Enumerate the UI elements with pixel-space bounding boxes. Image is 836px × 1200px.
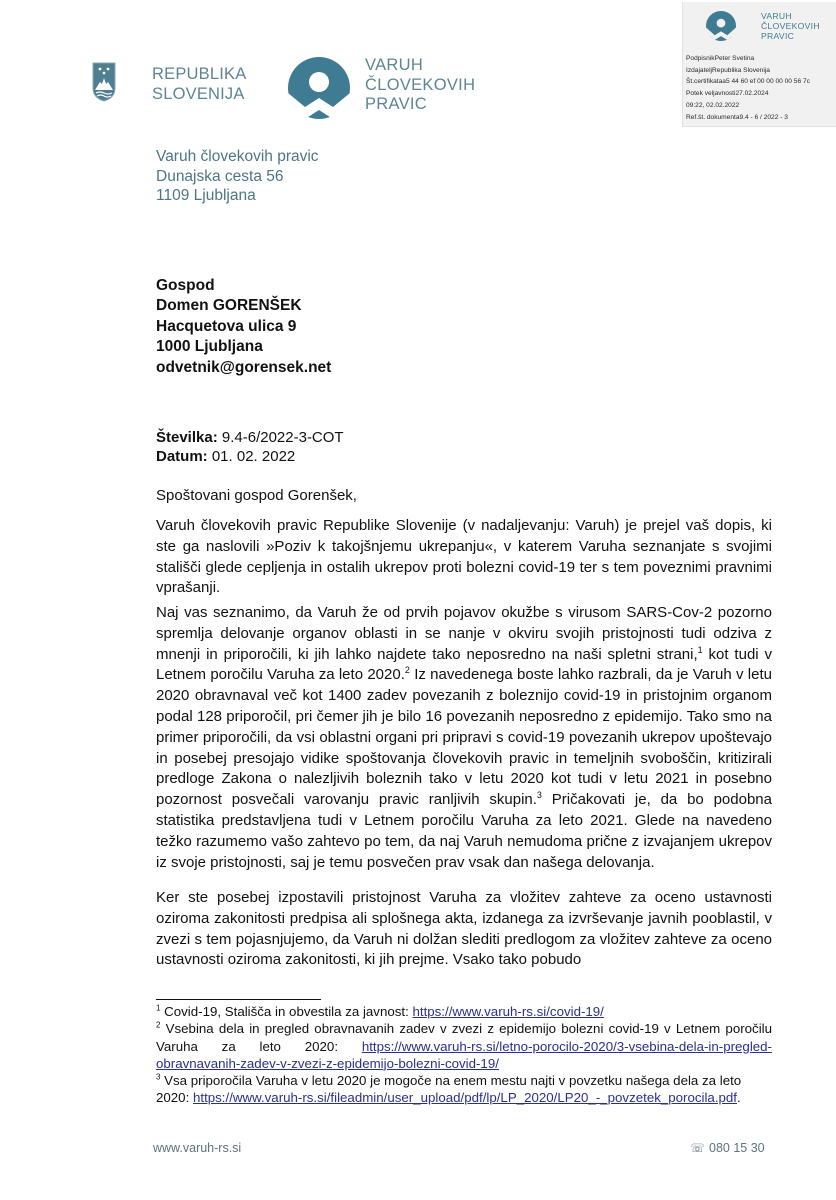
footnote-link[interactable]: https://www.varuh-rs.si/fileadmin/user_upload/pdf/lp/LP_2020/LP20_-_povzetek_porocila.pdf xyxy=(192,1090,738,1106)
stamp-certificate: Št.certifikataa5 44 60 ef 00 00 00 00 56 7c xyxy=(686,78,810,86)
reference-value: 9.4-6/2022-3-COT xyxy=(221,429,344,446)
footnote-ref-3[interactable]: 3 xyxy=(536,790,542,801)
recipient-title: Gospod xyxy=(156,277,215,294)
sender-street: Dunajska cesta 56 xyxy=(156,167,284,185)
stamp-brand-line: ČLOVEKOVIH xyxy=(761,21,820,31)
footer-phone xyxy=(690,1141,765,1155)
recipient-email: odvetnik@gorensek.net xyxy=(156,358,332,376)
recipient-city: 1000 Ljubljana xyxy=(156,338,263,356)
republika-slovenija-wordmark xyxy=(152,64,246,104)
text-segment: kot tudi v Letnem poročilu Varuha za leto 2020. xyxy=(156,645,772,684)
footnote-text: Vsebina dela in pregled obravnavanih zadev v zvezi z epidemijo bolezni covid-19 v Letnem poročilu Varuha za leto 2020: xyxy=(156,1021,772,1054)
sender-name: Varuh človekovih pravic xyxy=(156,148,319,165)
footnote-link[interactable]: https://www.varuh-rs.si/covid-19/ xyxy=(412,1004,604,1019)
date-value: 01. 02. 2022 xyxy=(211,448,296,465)
footer-website[interactable]: www.varuh-rs.si xyxy=(153,1141,242,1155)
paragraph-text xyxy=(156,603,772,873)
paragraph-3 xyxy=(156,888,772,971)
phone-icon: ☏ xyxy=(690,1141,706,1155)
varuh-logo-icon xyxy=(286,55,352,121)
republic-line: SLOVENIJA xyxy=(152,85,245,103)
footnote-link[interactable]: https://www.varuh-rs.si/letno-porocilo-2020/3-vsebina-dela-in-pregled-obravnavanih-zadev-v-zvezi-z-epidemijo-bolezni-covid-19/ xyxy=(156,1038,772,1071)
footnote-ref-1[interactable]: 1 xyxy=(697,644,703,655)
footnote-text: Covid-19, Stališča in obvestila za javnost: xyxy=(160,1004,413,1019)
ombudsman-line: ČLOVEKOVIH xyxy=(365,75,476,94)
text-segment: Pričakovati je, da bo podobna statistika predstavljena tudi v Letnem poročilu Varuha za leto 2021. Glede na navedeno težko razumemo vašo zahtevo po tem, da naj Varuh nemudoma prične z izvajanjem ukrepov iz svoje pristojnosti, saj je temu posvečen prav vsak dan našega delovanja. xyxy=(156,791,772,871)
stamp-brand-line: PRAVIC xyxy=(761,31,795,41)
recipient-street: Hacquetova ulica 9 xyxy=(156,317,297,335)
footnote-text: Vsa priporočila Varuha v letu 2020 je mogoče na enem mestu najti v povzetku našega dela za leto 2020: xyxy=(156,1073,742,1106)
paragraph-1 xyxy=(156,516,772,599)
text-segment: Naj vas seznanimo, da Varuh že od prvih pojavov okužbe s virusom SARS-Cov-2 pozorno spremlja delovanje organov oblasti in se nanje v okviru svojih pristojnosti tudi odziva z mnenji in priporočili, ki jih lahko najdete tako neposredno na naši spletni strani, xyxy=(156,604,772,663)
paragraph-text: Ker ste posebej izpostavili pristojnost Varuha za vložitev zahteve za oceno ustavnosti oziroma zakonitosti predpisa ali splošnega akta, izdanega za izvrševanje javnih pooblastil, v zvezi s tem pojasnjujemo, da Varuh ni dolžan slediti predlogom za vložitev zahteve za oceno ustavnosti oziroma zakonitosti, ki jih prejme. Vsako tako pobudo xyxy=(156,889,772,969)
letter-metadata xyxy=(156,428,344,466)
footnote-ref-2[interactable]: 2 xyxy=(404,665,410,676)
slovenia-coat-of-arms-icon xyxy=(92,62,116,102)
republic-line: REPUBLIKA xyxy=(152,65,247,83)
digital-signature-stamp xyxy=(682,2,836,127)
stamp-issuer: IzdajateljRepublika Slovenija xyxy=(686,66,770,74)
footnote-number: 3 xyxy=(156,1072,161,1082)
stamp-timestamp: 09:22, 02.02.2022 xyxy=(686,101,740,109)
footnote-3 xyxy=(156,1072,772,1107)
recipient-address xyxy=(156,276,331,378)
stamp-reference: Ref.št. dokumenta9.4 - 6 / 2022 - 3 xyxy=(686,113,788,121)
footnote-number: 2 xyxy=(156,1020,161,1030)
sender-address xyxy=(156,147,319,206)
text-segment: Iz navedenega boste lahko razbrali, da je Varuh v letu 2020 obravnaval več kot 1400 zadev povezanih z boleznijo covid-19 in pristojnim organom podal 128 priporočil, pri čemer jih je bilo 16 povezanih neposredno z epidemijo. Tako smo na primer priporočili, da vsi oblastni organi pri pripravi s covid-19 povezanih ukrepov upoštevajo in posebej presojajo vidike spoštovanja človekovih pravic in temeljnih svoboščin, kritizirali predloge Zakona o nalezljivih boleznih tako v letu 2020 kot tudi v letu 2021 in posebno pozornost posvečali varovanju pravic ranljivih skupin. xyxy=(156,666,772,809)
footnotes xyxy=(156,1003,772,1107)
stamp-validity: Potek veljavnosti27.02.2024 xyxy=(686,90,769,98)
reference-label: Številka: xyxy=(156,429,218,446)
stamp-brand-text xyxy=(761,11,820,41)
footnote-number: 1 xyxy=(156,1003,161,1013)
reference-number xyxy=(156,428,344,447)
footnote-suffix: . xyxy=(737,1090,741,1106)
salutation: Spoštovani gospod Gorenšek, xyxy=(156,487,357,504)
stamp-brand-line: VARUH xyxy=(761,11,792,21)
sender-city: 1109 Ljubljana xyxy=(156,187,256,204)
stamp-details xyxy=(686,53,810,123)
recipient-name: Domen GORENŠEK xyxy=(156,297,302,315)
footnote-separator xyxy=(156,999,321,1000)
ombudsman-line: PRAVIC xyxy=(365,95,428,113)
varuh-logo-icon xyxy=(701,10,741,42)
ombudsman-line: VARUH xyxy=(365,56,424,74)
footnote-2 xyxy=(156,1020,772,1072)
phone-number: 080 15 30 xyxy=(709,1141,765,1155)
paragraph-text: Varuh človekovih pravic Republike Slovenije (v nadaljevanju: Varuh) je prejel vaš dopis, ki ste ga naslovili »Poziv k takojšnjemu ukrepanju«, v katerem Varuha seznanjate s svojimi stališči glede cepljenja in ostalih ukrepov proti bolezni covid-19 ter s tem poveznimi pravnimi vprašanji. xyxy=(156,517,772,597)
letter-date xyxy=(156,447,344,466)
stamp-signer: PodpisnikPeter Svetina xyxy=(686,55,755,62)
footnote-1 xyxy=(156,1003,772,1020)
varuh-clovekovih-pravic-wordmark xyxy=(365,56,475,115)
paragraph-2 xyxy=(156,603,772,873)
date-label: Datum: xyxy=(156,448,208,465)
